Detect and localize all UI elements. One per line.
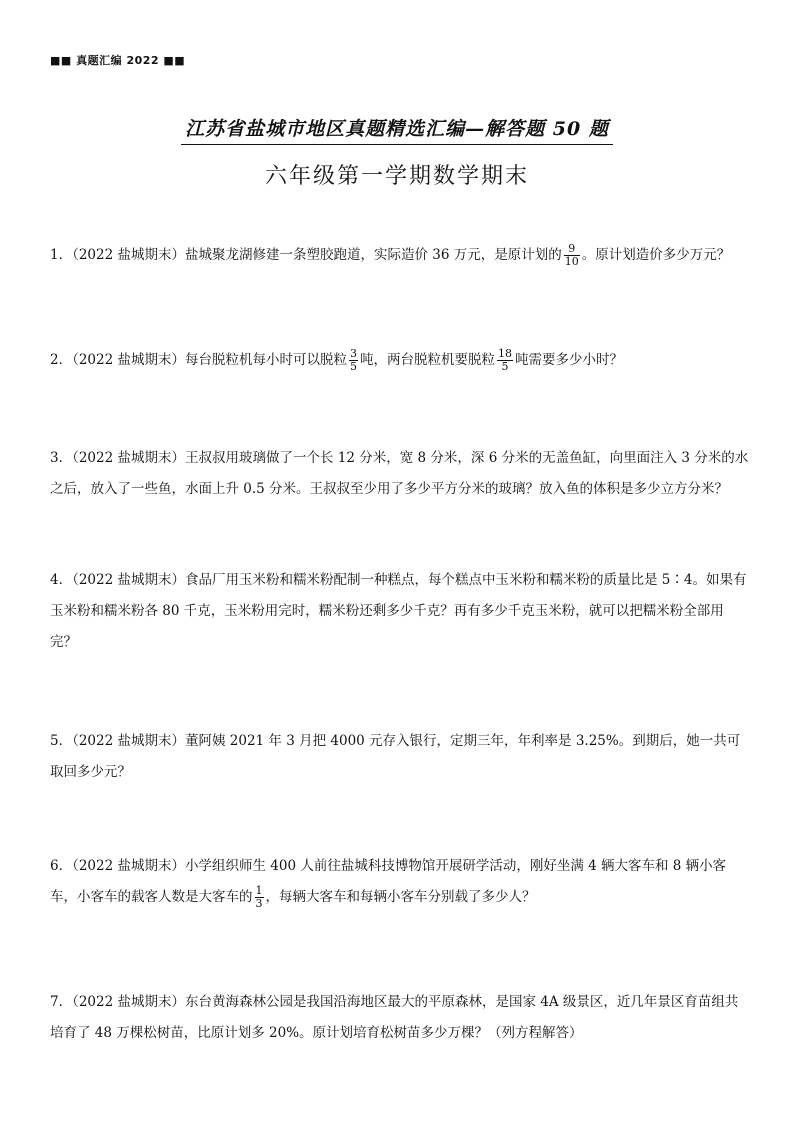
question-3: 3．（2022 盐城期末）王叔叔用玻璃做了一个长 12 分米，宽 8 分米，深 6 分米的无盖鱼缸，向里面注入 3 分米的水之后，放入了一些鱼，水面上升 0.5 分米。王叔叔至少用了多少平方分米的玻璃？放入鱼的体积是多少立方分米？	[50, 450, 749, 497]
fraction-denominator: 5	[350, 360, 357, 373]
question-2-text-before: 2．（2022 盐城期末）每台脱粒机每小时可以脱粒	[50, 352, 347, 368]
fraction-numerator: 18	[498, 347, 512, 360]
fraction-denominator: 5	[501, 360, 509, 373]
question-2-text-after: 吨需要多少小时？	[515, 352, 623, 368]
document-subtitle: 六年级第一学期数学期末	[264, 164, 529, 189]
question-4: 4．（2022 盐城期末）食品厂用玉米粉和糯米粉配制一种糕点，每个糕点中玉米粉和糯米粉的质量比是 5∶4。如果有玉米粉和糯米粉各 80 千克，玉米粉用完时，糯米粉还剩多少千克？再有多少千克玉米粉，就可以把糯米粉全部用完？	[50, 572, 747, 650]
question-6-text-after: ，每辆大客车和每辆小客车分别载了多少人？	[265, 889, 536, 905]
fraction-numerator: 9	[564, 243, 580, 256]
page-header: ■■ 真题汇编 2022 ■■	[50, 54, 186, 67]
question-6-fraction	[255, 885, 264, 910]
fraction-numerator: 1	[255, 884, 263, 897]
document-title-container	[0, 114, 794, 145]
question-2	[50, 345, 750, 376]
question-2-fraction-1	[349, 348, 358, 373]
fraction-denominator: 3	[255, 897, 263, 910]
question-6-text-before: 6．（2022 盐城期末）小学组织师生 400 人前往盐城科技博物馆开展研学活动，刚好坐满 4 辆大客车和 8 辆小客车，小客车的载客人数是大客车的	[50, 858, 727, 905]
question-1-fraction	[564, 243, 580, 268]
question-1-text-before: 1．（2022 盐城期末）盐城聚龙湖修建一条塑胶跑道，实际造价 36 万元，是原计划的	[50, 247, 562, 263]
question-6	[50, 851, 750, 913]
question-7: 7．（2022 盐城期末）东台黄海森林公园是我国沿海地区最大的平原森林，是国家 4A 级景区，近几年景区育苗组共培育了 48 万棵松树苗，比原计划多 20%。原计划培育松树苗多少万棵？（列方程解答）	[50, 994, 739, 1041]
fraction-numerator: 3	[350, 347, 357, 360]
document-title: 江苏省盐城市地区真题精选汇编—解答题 50 题	[181, 114, 613, 145]
question-1	[50, 240, 750, 271]
question-2-fraction-2	[497, 348, 513, 373]
question-1-text-after: 。原计划造价多少万元？	[581, 247, 731, 263]
question-5: 5．（2022 盐城期末）董阿姨 2021 年 3 月把 4000 元存入银行，定期三年，年利率是 3.25%。到期后，她一共可取回多少元？	[50, 733, 741, 780]
fraction-denominator: 10	[564, 255, 579, 268]
question-2-text-middle: 吨，两台脱粒机要脱粒	[360, 352, 495, 368]
